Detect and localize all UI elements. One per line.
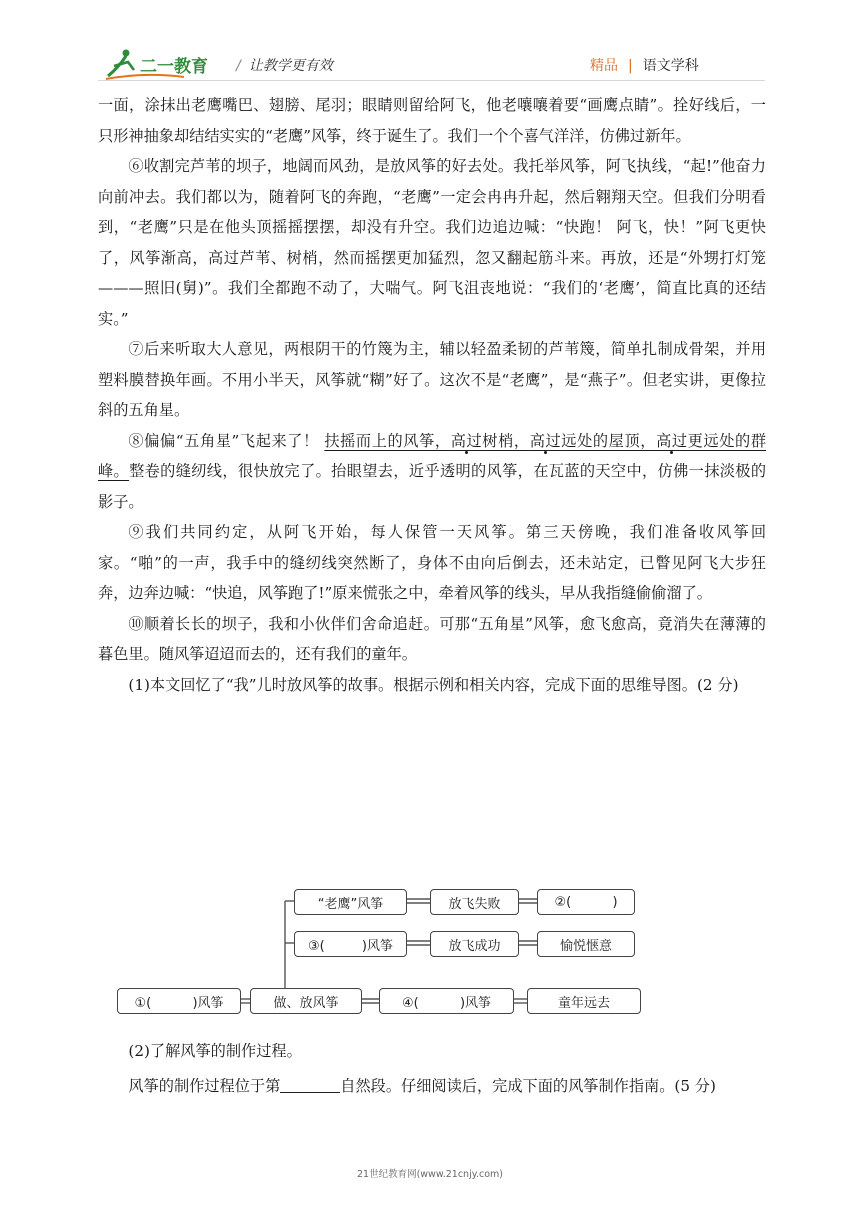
header-divider	[98, 80, 765, 81]
paragraph: ⑧偏偏“五角星”飞起来了！ 扶摇而上的风筝，高过树梢，高过远处的屋顶，高过更远处的群峰。整卷的缝纫线，很快放完了。抬眼望去，近乎透明的风筝，在瓦蓝的天空中，仿佛一抹淡极的影子。	[98, 431, 767, 511]
answer-blank[interactable]	[280, 1074, 340, 1093]
svg-text:二一教育: 二一教育	[140, 57, 208, 77]
questions-section	[98, 1036, 766, 1101]
mm-box-5: ②( )	[537, 889, 635, 915]
mm-box-10: 童年远去	[527, 988, 641, 1014]
paragraph: 一面，涂抹出老鹰嘴巴、翅膀、尾羽；眼睛则留给阿飞，他老嚷嚷着要“画鹰点睛”。拴好线后，一只形神抽象却结结实实的“老鹰”风筝，终于诞生了。我们一个个喜气洋洋，仿佛过新年。	[98, 96, 766, 145]
mind-map	[117, 880, 641, 1020]
mm-box-4: 放飞失败	[430, 889, 519, 915]
mm-box-8: 愉悦惬意	[537, 931, 635, 957]
logo-icon	[104, 46, 232, 82]
mm-box-1: ①( )风筝	[117, 988, 241, 1014]
header-subject: 精品 | 语文学科	[590, 58, 699, 74]
question-2: (2)了解风筝的制作过程。	[128, 1042, 302, 1060]
page-header	[0, 0, 860, 88]
paragraph: ⑥收割完芦苇的坝子，地阔而风劲，是放风筝的好去处。我托举风筝，阿飞执线，“起!”他奋力向前冲去。我们都以为，随着阿飞的奔跑，“老鹰”一定会冉冉升起，然后翱翔天空。但我们分明看到，“老鹰”只是在他头顶摇摇摆摆，却没有升空。我们边追边喊：“快跑！ 阿飞，快！”阿飞更快了，风筝渐高，高过芦苇、树梢，然而摇摆更加猛烈，忽又翻起筋斗来。再放，还是“外甥打灯笼———照旧(舅)”。我们全都跑不动了，大喘气。阿飞沮丧地说：“我们的‘老鹰’，简直比真的还结实。”	[98, 157, 766, 328]
paragraph: ⑨我们共同约定，从阿飞开始，每人保管一天风筝。第三天傍晚，我们准备收风筝回家。“啪”的一声，我手中的缝纫线突然断了，身体不由向后倒去，还未站定，已瞥见阿飞大步狂奔，边奔边喊：“快追，风筝跑了!”原来慌张之中，牵着风筝的线头，早从我指缝偷偷溜了。	[98, 523, 766, 602]
mm-box-2: 做、放风筝	[250, 988, 362, 1014]
mm-box-7: 放飞成功	[430, 931, 519, 957]
question-1: (1)本文回忆了“我”儿时放风筝的故事。根据示例和相关内容，完成下面的思维导图。(2 分)	[128, 675, 739, 694]
header-slogan: / 让教学更有效	[236, 58, 333, 74]
paragraph: ⑩顺着长长的坝子，我和小伙伴们舍命追赶。可那“五角星”风筝，愈飞愈高，竟消失在薄薄的暮色里。随风筝迢迢而去的，还有我们的童年。	[98, 614, 766, 663]
underlined-sentence: 扶摇而上的风筝，高过树梢，高过远处的屋顶，高过更远处的群峰。	[98, 431, 767, 480]
article-body	[98, 90, 766, 700]
mm-box-3: “老鹰”风筝	[294, 889, 407, 915]
mm-box-9: ④( )风筝	[379, 988, 514, 1014]
page-footer: 21世纪教育网(www.21cnjy.com)	[356, 1169, 503, 1180]
jingpin-label: 精品	[590, 58, 618, 74]
paragraph: ⑦后来听取大人意见，两根阴干的竹篾为主，辅以轻盈柔韧的芦苇篾，简单扎制成骨架，并用塑料膜替换年画。不用小半天，风筝就“糊”好了。这次不是“老鹰”，是“燕子”。但老实讲，更像拉斜的五角星。	[98, 340, 766, 419]
mm-box-6: ③( )风筝	[294, 931, 407, 957]
question-2-detail: 风筝的制作过程位于第 自然段。仔细阅读后，完成下面的风筝制作指南。(5 分)	[98, 1071, 766, 1102]
subject-label: 语文学科	[642, 58, 699, 74]
